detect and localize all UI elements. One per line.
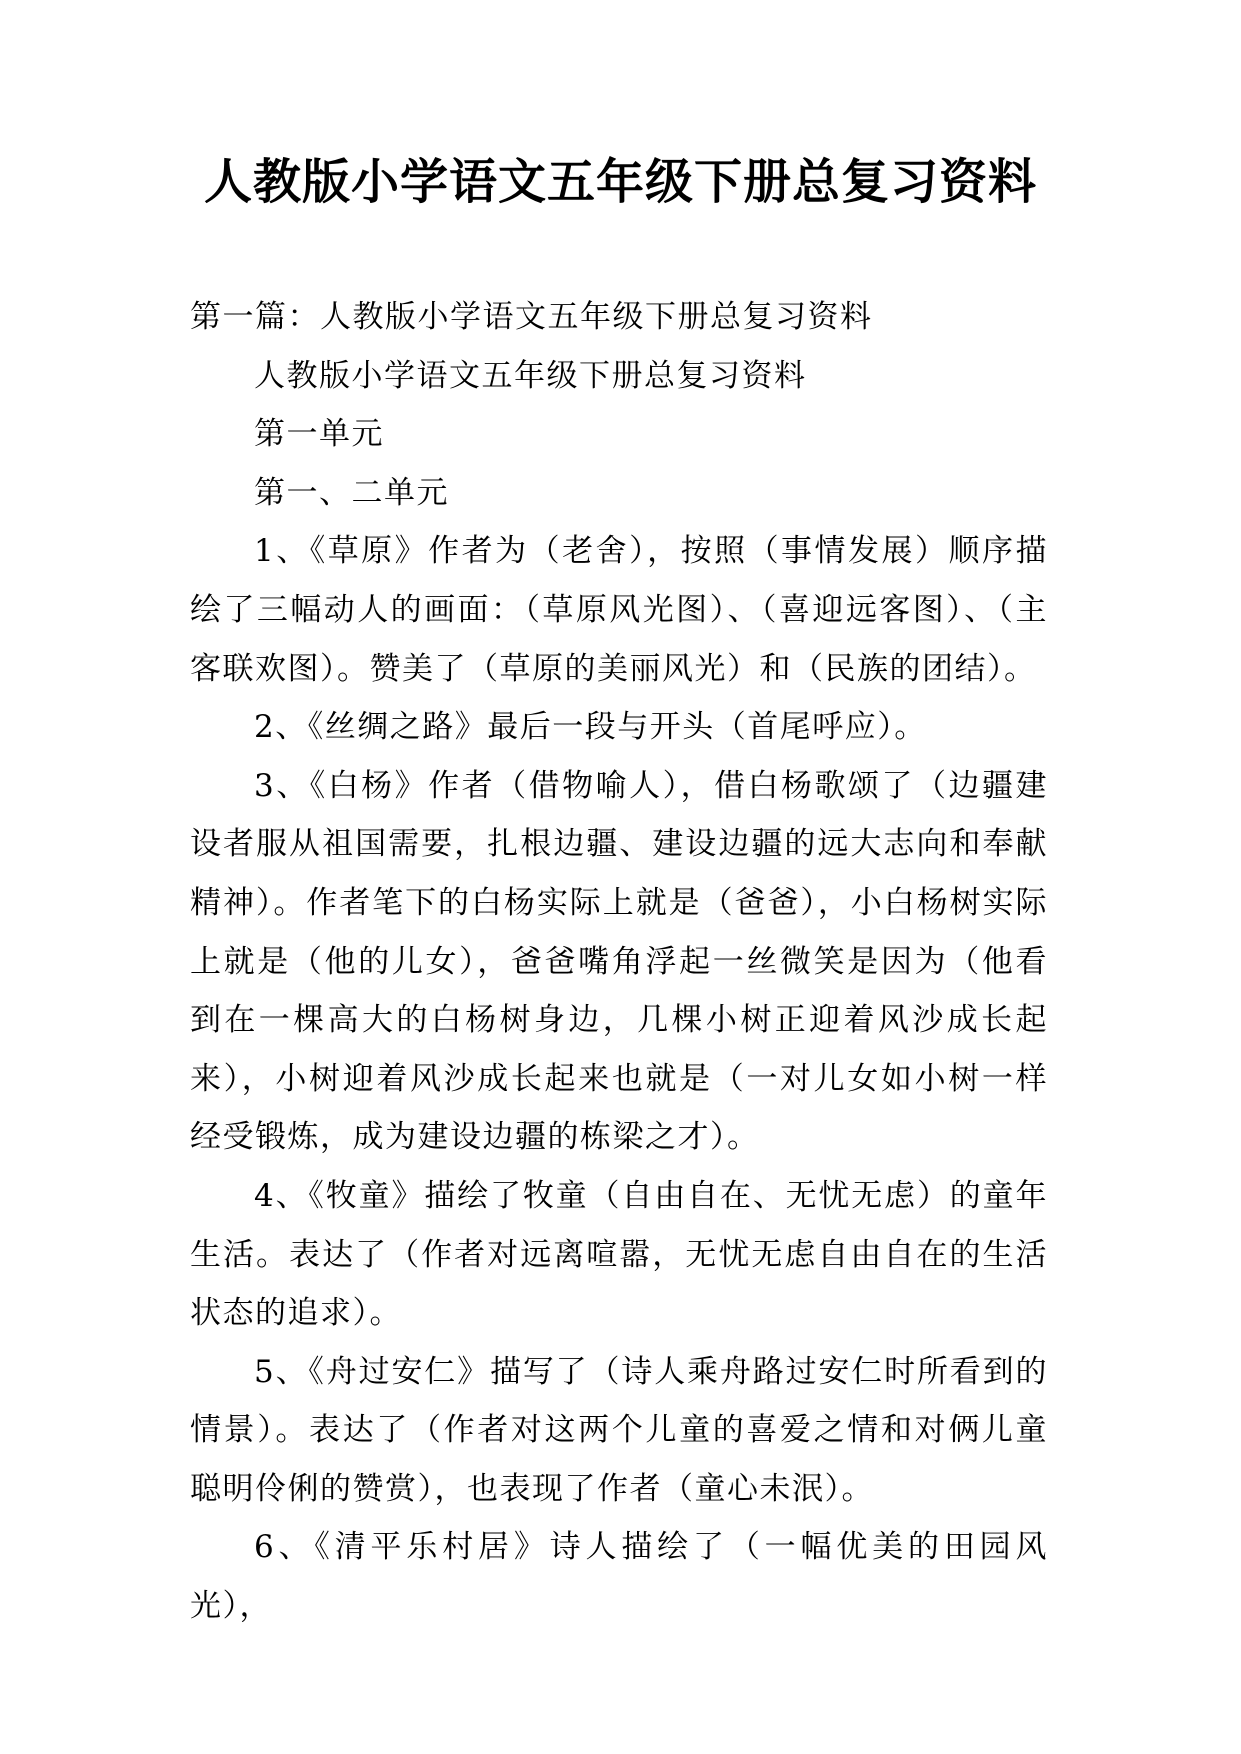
document-body (190, 288, 1048, 1636)
paragraph: 第一、二单元 (254, 474, 449, 511)
paragraph: 第一单元 (254, 416, 384, 453)
paragraph: 3、《白杨》作者（借物喻人），借白杨歌颂了（边疆建设者服从祖国需要，扎根边疆、建设边疆的远大志向和奉献精神）。作者笔下的白杨实际上就是（爸爸），小白杨树实际上就是（他的儿女），爸爸嘴角浮起一丝微笑是因为（他看到在一棵高大的白杨树身边，几棵小树正迎着风沙成长起来），小树迎着风沙成长起来也就是（一对儿女如小树一样经受锻炼，成为建设边疆的栋梁之才）。 (190, 767, 1048, 1156)
paragraph: 2、《丝绸之路》最后一段与开头（首尾呼应）。 (254, 709, 927, 746)
paragraph: 5、《舟过安仁》描写了（诗人乘舟路过安仁时所看到的情景）。表达了（作者对这两个儿童的喜爱之情和对俩儿童聪明伶俐的赞赏），也表现了作者（童心未泯）。 (190, 1353, 1048, 1507)
paragraph: 第一篇：人教版小学语文五年级下册总复习资料 (190, 299, 873, 335)
document-title: 人教版小学语文五年级下册总复习资料 (203, 154, 1037, 210)
paragraph: 4、《牧童》描绘了牧童（自由自在、无忧无虑）的童年生活。表达了（作者对远离喧嚣，无忧无虑自由自在的生活状态的追求）。 (190, 1177, 1048, 1332)
paragraph: 6、《清平乐村居》诗人描绘了（一幅优美的田园风光）， (190, 1529, 1048, 1625)
paragraph: 1、《草原》作者为（老舍），按照（事情发展）顺序描绘了三幅动人的画面：（草原风光图）、（喜迎远客图）、（主客联欢图）。赞美了（草原的美丽风光）和（民族的团结）。 (190, 533, 1048, 687)
paragraph: 人教版小学语文五年级下册总复习资料 (254, 357, 807, 394)
